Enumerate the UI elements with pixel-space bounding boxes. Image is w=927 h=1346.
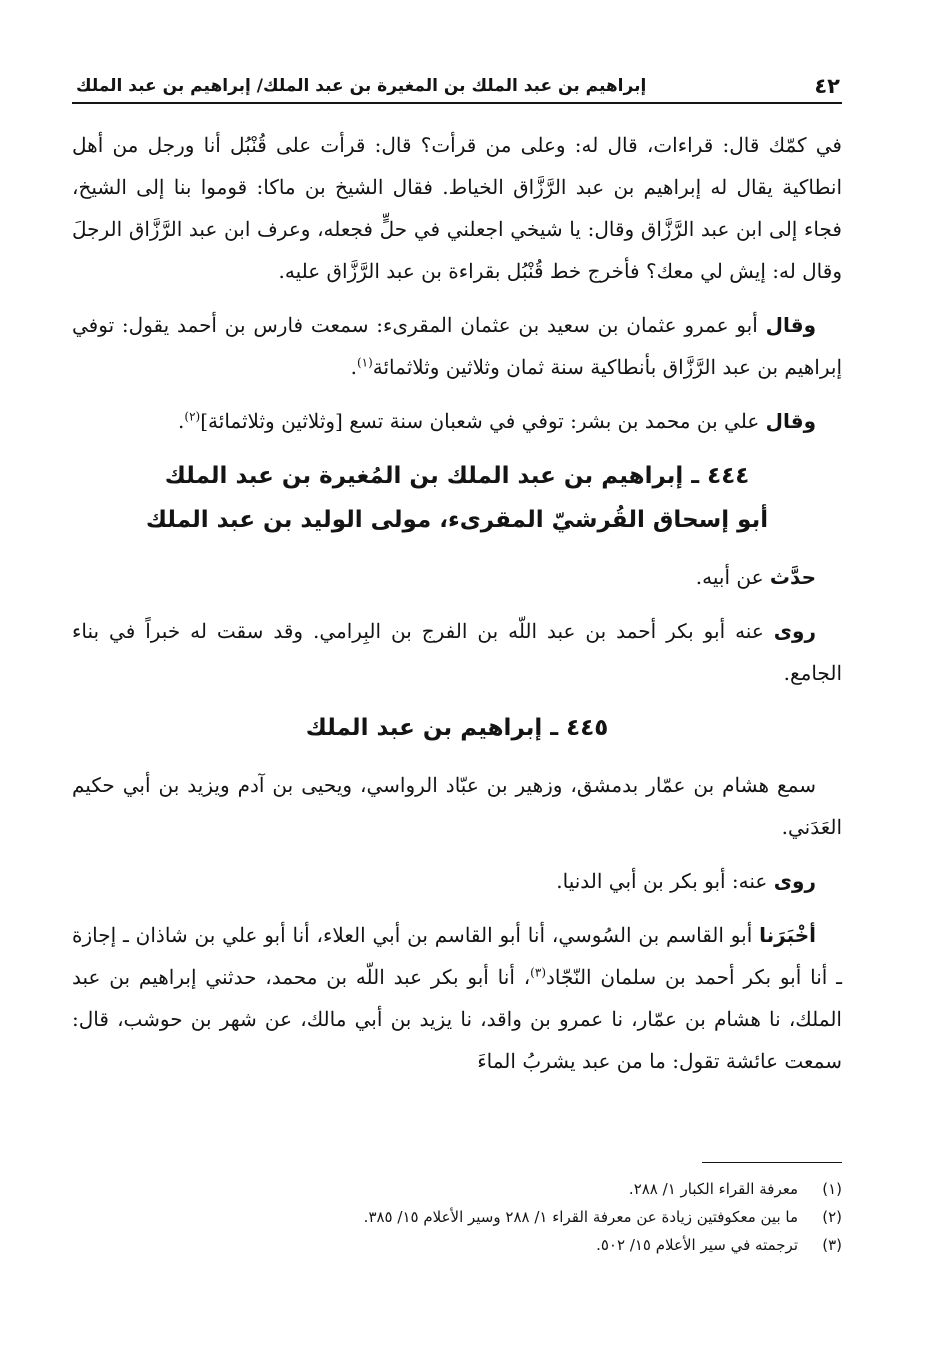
paragraph-ali-bin-muhammad (72, 400, 842, 442)
footnote-number: (١) (822, 1180, 842, 1198)
paragraph-samia: سمع هشام بن عمّار بدمشق، وزهير بن عبّاد الرواسي، ويحيى بن آدم ويزيد بن أبي حكيم العَدَني. (72, 773, 842, 839)
paragraph-text: علي بن محمد بن بشر: توفي في شعبان سنة تسع [وثلاثين وثلاثمائة] (200, 409, 760, 433)
footnote-item (72, 1205, 842, 1229)
paragraph-abu-amr (72, 304, 842, 388)
footnote-ref-1: (١) (356, 355, 373, 370)
running-title: إبراهيم بن عبد الملك بن المغيرة بن عبد الملك/ إبراهيم بن عبد الملك (76, 76, 647, 96)
paragraph-rawa-445 (72, 860, 842, 902)
footnote-text: ترجمته في سير الأعلام ١٥/ ٥٠٢. (596, 1236, 798, 1254)
paragraph-text: عنه أبو بكر أحمد بن عبد اللّه بن الفرج بن البِرامي. وقد سقت له خبراً في بناء الجامع. (72, 619, 842, 685)
paragraph-haddath (72, 556, 842, 598)
footnote-text: معرفة القراء الكبار ١/ ٢٨٨. (628, 1180, 798, 1198)
paragraph-lead-word: وقال (765, 409, 816, 433)
footnotes (72, 1162, 842, 1261)
paragraph-lead-word: حدَّث (769, 565, 816, 589)
paragraph-end: . (350, 355, 357, 379)
entry-heading-444-line1: ٤٤٤ ـ إبراهيم بن عبد الملك بن المُغيرة بن عبد الملك (164, 463, 750, 489)
paragraph-text: أبو القاسم بن السُوسي، أنا أبو القاسم بن أبي العلاء، أنا أبو علي بن شاذان ـ إجازة ـ أنا أبو بكر أحمد بن سلمان النّجّاد (72, 923, 842, 989)
paragraph-lead-word: روى (773, 869, 816, 893)
page-number: ٤٢ (814, 74, 840, 98)
paragraph-akhbarana (72, 914, 842, 1082)
footnote-divider (702, 1162, 842, 1163)
entry-heading-445-line1: ٤٤٥ ـ إبراهيم بن عبد الملك (305, 715, 609, 741)
paragraph-lead-word: روى (773, 619, 816, 643)
paragraph-continuation: في كمّك قال: قراءات، قال له: وعلى من قرأت؟ قال: قرأت على قُنْبُل أنا ورجل من أهل انطاكية يقال له إبراهيم بن عبد الرَّزَّاق الخياط. فقال الشيخ بن ماكا: قوموا بنا إلى الشيخ، فجاء إلى ابن عبد الرَّزَّاق وقال: يا شيخي اجعلني في حلٍّ فجعله، وعرف ابن عبد الرَّزَّاق الرجلَ وقال له: إيش لي معك؟ فأخرج خط قُنْبُل بقراءة بن عبد الرَّزَّاق عليه. (72, 133, 842, 283)
footnote-number: (٣) (822, 1236, 842, 1254)
paragraph-end: . (178, 409, 185, 433)
page-body (72, 124, 842, 1082)
footnote-ref-2: (٢) (184, 409, 201, 424)
entry-heading-445 (72, 706, 842, 750)
book-page (72, 62, 842, 1312)
paragraph-text: أبو عمرو عثمان بن سعيد بن عثمان المقرىء: سمعت فارس بن أحمد يقول: توفي إبراهيم بن عبد الرَّزَّاق بأنطاكية سنة ثمان وثلاثين وثلاثمائة (72, 313, 842, 379)
entry-heading-444 (72, 454, 842, 542)
paragraph-text: عنه: أبو بكر بن أبي الدنيا. (556, 869, 768, 893)
paragraph-text: عن أبيه. (695, 565, 764, 589)
paragraph-lead-word: أخْبَرَنا (759, 923, 817, 947)
entry-heading-444-line2: أبو إسحاق القُرشيّ المقرىء، مولى الوليد بن عبد الملك (145, 507, 769, 533)
footnote-ref-3: (٣) (530, 965, 546, 980)
paragraph-lead-word: وقال (765, 313, 816, 337)
paragraph-text-continued: ، أنا أبو بكر عبد اللّه بن محمد، حدثني إبراهيم بن عبد الملك، نا هشام بن عمّار، نا عمرو بن واقد، نا يزيد بن أبي مالك، عن شهر بن حوشب، قال: سمعت عائشة تقول: ما من عبد يشربُ الماءَ (72, 965, 842, 1073)
footnote-item (72, 1233, 842, 1257)
footnote-text: ما بين معكوفتين زيادة عن معرفة القراء ١/ ٢٨٨ وسير الأعلام ١٥/ ٣٨٥. (363, 1208, 798, 1226)
running-header (72, 62, 842, 104)
paragraph-rawa-444 (72, 610, 842, 694)
footnote-number: (٢) (822, 1208, 842, 1226)
footnote-item (72, 1177, 842, 1201)
